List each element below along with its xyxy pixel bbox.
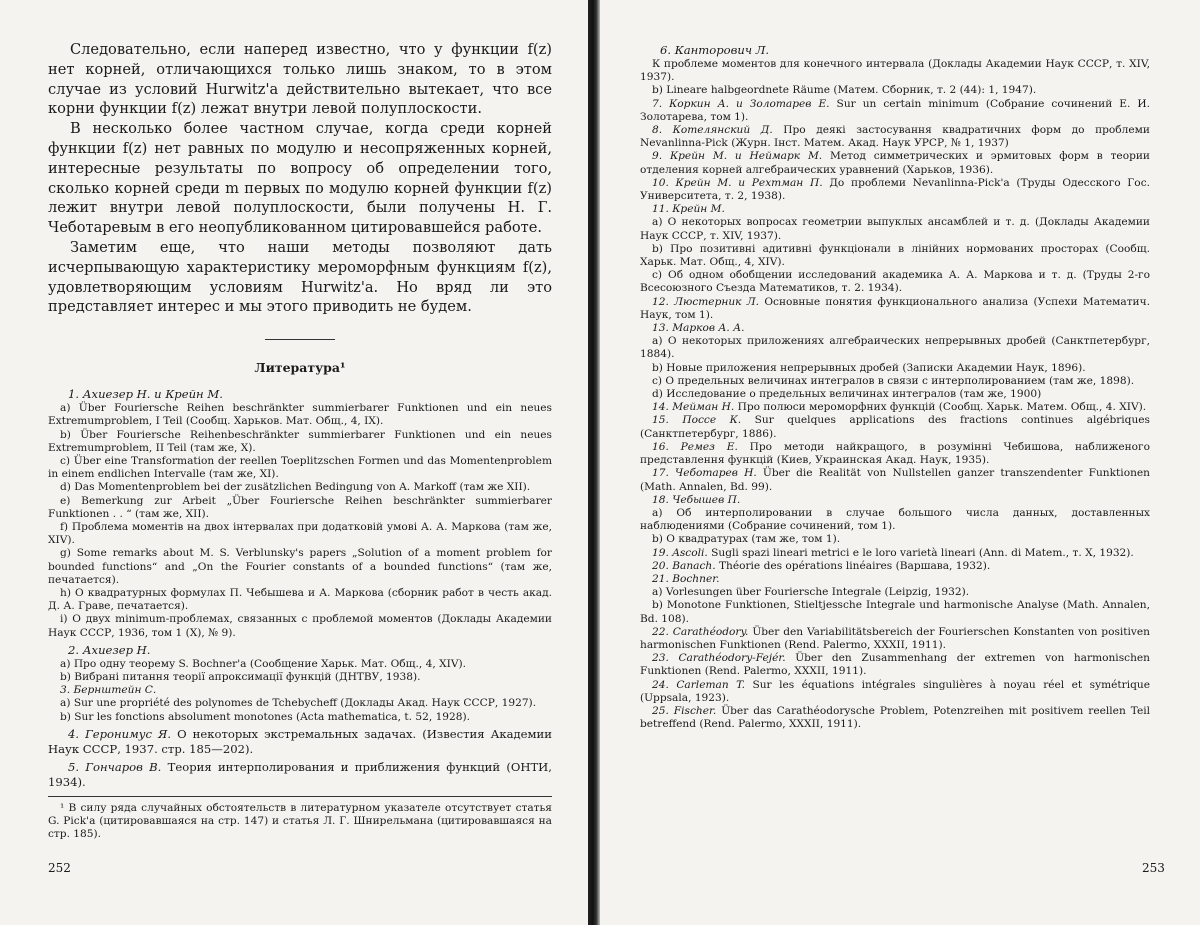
reference-text: e) Bemerkung zur Arbeit „Über Fouriersche Reihen beschränkter summierbarer Funktionen . . “ (там же, XII).	[48, 494, 552, 520]
reference-item	[48, 495, 552, 521]
reference-text: О некоторых экстремальных задачах. (Известия Академии Наук СССР, 1937. стр. 185—202).	[48, 726, 552, 756]
reference-item	[640, 441, 1150, 467]
right-page	[600, 0, 1200, 925]
reference-item	[640, 599, 1150, 625]
reference-author: 16. Ремез Е.	[652, 440, 738, 453]
reference-item	[640, 177, 1150, 203]
reference-text: b) Sur les fonctions absolument monotones (Acta mathematica, t. 52, 1928).	[60, 710, 471, 723]
reference-item	[640, 58, 1150, 84]
reference-text: a) Über Fouriersche Reihen beschränkter summierbarer Funktionen und ein neues Extremumproblem, I Teil (Сообщ. Харьков. Мат. Общ., 4, IX).	[48, 402, 552, 428]
reference-item	[640, 467, 1150, 493]
reference-item	[640, 335, 1150, 361]
reference-text: d) Das Momentenproblem bei der zusätzlichen Bedingung von A. Markoff (там же XII).	[60, 481, 531, 494]
reference-text: a) Про одну теорему S. Bochner'а (Сообщение Харьк. Мат. Общ., 4, XIV).	[60, 657, 466, 670]
reference-item	[640, 243, 1150, 269]
reference-author: 22. Carathéodory.	[652, 625, 749, 638]
reference-author: 18. Чебышев П.	[652, 493, 741, 506]
reference-author: 12. Люстерник Л.	[652, 295, 760, 308]
reference-text: a) О некоторых приложениях алгебраических непрерывных дробей (Санктпетербург, 1884).	[640, 335, 1150, 361]
reference-author: 2. Ахиезер Н.	[68, 642, 151, 657]
reference-text: Über den Zusammenhang der extremen von harmonischen Funktionen (Rend. Palermo, XXXII, 1911).	[640, 652, 1150, 678]
reference-text: a) О некоторых вопросах геометрии выпуклых ансамблей и т. д. (Доклады Академии Наук СССР, т. XIV, 1937).	[640, 216, 1150, 242]
reference-item	[640, 507, 1150, 533]
left-page	[0, 0, 588, 925]
reference-text: c) Об одном обобщении исследований академика А. А. Маркова и т. д. (Труды 2-го Всесоюзного Съезда Математиков, т. 2. 1934).	[640, 269, 1150, 295]
reference-author: 20. Banach.	[652, 559, 716, 572]
reference-text: Про деякі застосування квадратичних форм до проблеми Nevanlinna-Pick (Журн. Інст. Матем. Акад. Наук УРСР, № 1, 1937)	[640, 124, 1150, 150]
reference-text: f) Проблема моментів на двох інтервалах при додатковій умові А. А. Маркова (там же, XIV).	[48, 520, 552, 547]
reference-item	[640, 84, 1150, 97]
reference-author: 6. Канторович Л.	[660, 43, 770, 57]
reference-text: Sur les équations intégrales singulières à noyau réel et symétrique (Uppsala, 1923).	[640, 678, 1150, 704]
reference-item	[640, 494, 1150, 507]
reference-author: 9. Крейн М. и Неймарк М.	[652, 150, 823, 163]
reference-item	[48, 455, 552, 481]
reference-item	[48, 684, 552, 697]
reference-item	[640, 296, 1150, 322]
reference-item	[640, 414, 1150, 440]
reference-text: b) Lineare halbgeordnete Räume (Матем. Сборник, т. 2 (44): 1, 1947).	[652, 84, 1037, 97]
reference-text: Sugli spazi lineari metrici e le loro varietà lineari (Ann. di Matem., т. X, 1932).	[707, 546, 1134, 559]
reference-author: 10. Крейн М. и Рехтман П.	[652, 176, 823, 189]
reference-item	[640, 573, 1150, 586]
reference-item	[640, 124, 1150, 150]
reference-text: h) О квадратурных формулах П. Чебышева и А. Маркова (сборник работ в честь акад. Д. А. Граве, печатается).	[48, 587, 552, 613]
reference-text: a) Vorlesungen über Fouriersche Integrale (Leipzig, 1932).	[652, 586, 970, 599]
reference-text: Теория интерполирования и приближения функций (ОНТИ, 1934).	[48, 759, 552, 789]
reference-item	[640, 679, 1150, 705]
body-paragraph: В несколько более частном случае, когда среди корней функции f(z) нет равных по модулю и несопряженных корней, интересные результаты по вопросу об определении того, сколько корней среди m первых по модулю корней функции f(z) лежит внутри левой полуплоскости, были получены Н. Г. Чеботаревым в его неопубликованном цитировавшейся работе.	[48, 120, 552, 237]
reference-item	[640, 216, 1150, 242]
reference-item	[640, 586, 1150, 599]
reference-item	[640, 547, 1150, 560]
reference-author: 4. Геронимус Я.	[68, 726, 172, 741]
reference-list	[640, 43, 1150, 731]
reference-author: 5. Гончаров В.	[68, 759, 162, 774]
reference-item	[48, 613, 552, 639]
reference-text: Über das Carathéodorysche Problem, Potenzreihen mit positivem reellen Teil betreffend (Rend. Palermo, XXXII, 1911).	[640, 704, 1150, 731]
reference-text: До проблеми Nevanlinna-Pick'а (Труды Одесского Гос. Университета, т. 2, 1938).	[640, 176, 1150, 203]
reference-text: b) Über Fouriersche Reihenbeschränkter summierbarer Funktionen und ein neues Extremumproblem, II Teil (там же, X).	[48, 428, 552, 454]
reference-text: g) Some remarks about M. S. Verblunsky's papers „Solution of a moment problem for bounded functions“ and „On the Fourier constants of a bounded functions“ (там же, печатается).	[48, 547, 552, 586]
reference-item	[640, 533, 1150, 546]
reference-text: b) Новые приложения непрерывных дробей (Записки Академии Наук, 1896).	[652, 361, 1086, 374]
reference-item	[640, 203, 1150, 216]
reference-item	[48, 481, 552, 494]
reference-author: 23. Carathéodory-Fejér.	[652, 652, 786, 665]
reference-text: b) Monotone Funktionen, Stieltjessche Integrale und harmonische Analyse (Math. Annalen, Bd. 108).	[640, 599, 1150, 625]
reference-author: 15. Поссе К.	[652, 414, 742, 427]
reference-text: b) О квадратурах (там же, том 1).	[652, 533, 841, 546]
page-number: 253	[1142, 861, 1165, 875]
reference-author: 1. Ахиезер Н. и Крейн М.	[68, 387, 223, 402]
reference-item	[640, 375, 1150, 388]
reference-item	[48, 521, 552, 547]
reference-item	[640, 150, 1150, 176]
reference-item	[640, 560, 1150, 573]
reference-item	[640, 401, 1150, 414]
reference-author: 19. Ascoli.	[652, 546, 708, 559]
reference-text: Про методи найкращого, в розумінні Чебишова, наближеного представлення функцій (Киев, Украинская Акад. Наук, 1935).	[640, 440, 1150, 467]
body-paragraph: Следовательно, если наперед известно, что у функции f(z) нет корней, отличающихся только лишь знаком, то в этом случае из условий Hurwitz'а действительно вытекает, что все корни функции f(z) лежат внутри левой полуплоскости.	[48, 41, 552, 118]
literature-heading: Литература¹	[254, 360, 346, 376]
body-text	[48, 40, 552, 317]
right-column	[640, 40, 1150, 731]
reference-text: c) Über eine Transformation der reellen Toeplitzschen Formen und das Momentenproblem in einem endlichen Intervalle (там же, XI).	[48, 454, 552, 481]
reference-item	[48, 402, 552, 428]
book-gutter	[588, 0, 600, 925]
reference-list	[48, 387, 552, 790]
reference-text: Метод симметрических и эрмитовых форм в теории отделения корней алгебраических уравнений (Харьков, 1936).	[640, 150, 1150, 176]
left-column	[48, 40, 552, 841]
reference-item	[48, 587, 552, 613]
reference-text: c) О предельных величинах интегралов в связи с интерполированием (там же, 1898).	[652, 374, 1135, 387]
reference-item	[48, 387, 552, 402]
reference-text: К проблеме моментов для конечного интервала (Доклады Академии Наук СССР, т. XIV, 1937).	[640, 58, 1150, 84]
footnote-text: ¹ В силу ряда случайных обстоятельств в литературном указателе отсутствует статья G. Pick'а (цитировавшаяся на стр. 147) и статья Л. Г. Шнирельмана (цитировавшаяся на стр. 185).	[48, 801, 552, 841]
reference-item	[640, 626, 1150, 652]
reference-item	[640, 98, 1150, 124]
reference-item	[640, 322, 1150, 335]
reference-author: 11. Крейн М.	[652, 203, 725, 216]
reference-text: a) Об интерполировании в случае большого числа данных, доставленных наблюдениями (Собрание сочинений, том 1).	[640, 506, 1150, 533]
reference-text: Über den Variabilitätsbereich der Fourierschen Konstanten von positiven harmonischen Funktionen (Rend. Palermo, XXXII, 1911).	[640, 625, 1150, 651]
reference-item	[640, 269, 1150, 295]
reference-author: 7. Коркин А. и Золотарев Е.	[652, 97, 830, 110]
reference-author: 13. Марков А. А.	[652, 322, 745, 335]
reference-author: 24. Carleman T.	[652, 678, 745, 691]
reference-text: Основные понятия функционального анализа (Успехи Математич. Наук, том 1).	[640, 295, 1150, 321]
reference-author: 21. Bochner.	[652, 572, 720, 585]
reference-text: b) Вибрані питання теорії апроксимації функцій (ДНТВУ, 1938).	[60, 671, 421, 684]
reference-item	[48, 547, 552, 587]
reference-item	[640, 388, 1150, 401]
reference-item	[640, 43, 1150, 58]
reference-text: i) О двух minimum-проблемах, связанных с проблемой моментов (Доклады Академии Наук СССР, 1936, том 1 (X), № 9).	[48, 613, 552, 639]
section-divider	[265, 339, 335, 340]
body-paragraph: Заметим еще, что наши методы позволяют дать исчерпывающую характеристику мероморфным функциям f(z), удовлетворяющим условиям Hurwitz'а. Но вряд ли это представляет интерес и мы этого приводить не будем.	[48, 238, 552, 316]
reference-text: Про полюси мероморфних функцій (Сообщ. Харьк. Матем. Общ., 4. XIV).	[734, 401, 1147, 414]
reference-item	[48, 760, 552, 790]
reference-author: 3. Бернштейн С.	[60, 684, 157, 697]
page-number: 252	[48, 861, 71, 875]
reference-item	[48, 658, 552, 671]
reference-item	[640, 362, 1150, 375]
reference-item	[48, 697, 552, 710]
reference-item	[48, 711, 552, 724]
reference-text: Sur un certain minimum (Собрание сочинений Е. И. Золотарева, том 1).	[640, 97, 1150, 123]
reference-text: d) Исследование о предельных величинах интегралов (там же, 1900)	[652, 388, 1042, 401]
reference-item	[640, 705, 1150, 731]
reference-text: b) Про позитивні адитивні функціонали в лінійних нормованих просторах (Сообщ. Харьк. Мат. Общ., 4, XIV).	[640, 242, 1150, 269]
reference-author: 17. Чеботарев Н.	[652, 467, 757, 480]
reference-author: 25. Fischer.	[652, 704, 717, 717]
reference-item	[48, 671, 552, 684]
reference-item	[48, 643, 552, 658]
reference-text: Über die Realität von Nullstellen ganzer transzendenter Funktionen (Math. Annalen, Bd. 99).	[640, 467, 1150, 493]
reference-author: 8. Котелянский Д.	[652, 124, 773, 137]
reference-item	[48, 429, 552, 455]
reference-author: 14. Мейман Н.	[652, 401, 735, 414]
reference-text: a) Sur une propriété des polynomes de Tchebycheff (Доклады Акад. Наук СССР, 1927).	[60, 697, 537, 710]
footnote	[48, 796, 552, 842]
reference-text: Théorie des opérations linéaires (Варшава, 1932).	[715, 559, 991, 572]
reference-text: Sur quelques applications des fractions continues algébriques (Санктпетербург, 1886).	[640, 414, 1150, 440]
reference-item	[48, 727, 552, 757]
reference-item	[640, 652, 1150, 678]
